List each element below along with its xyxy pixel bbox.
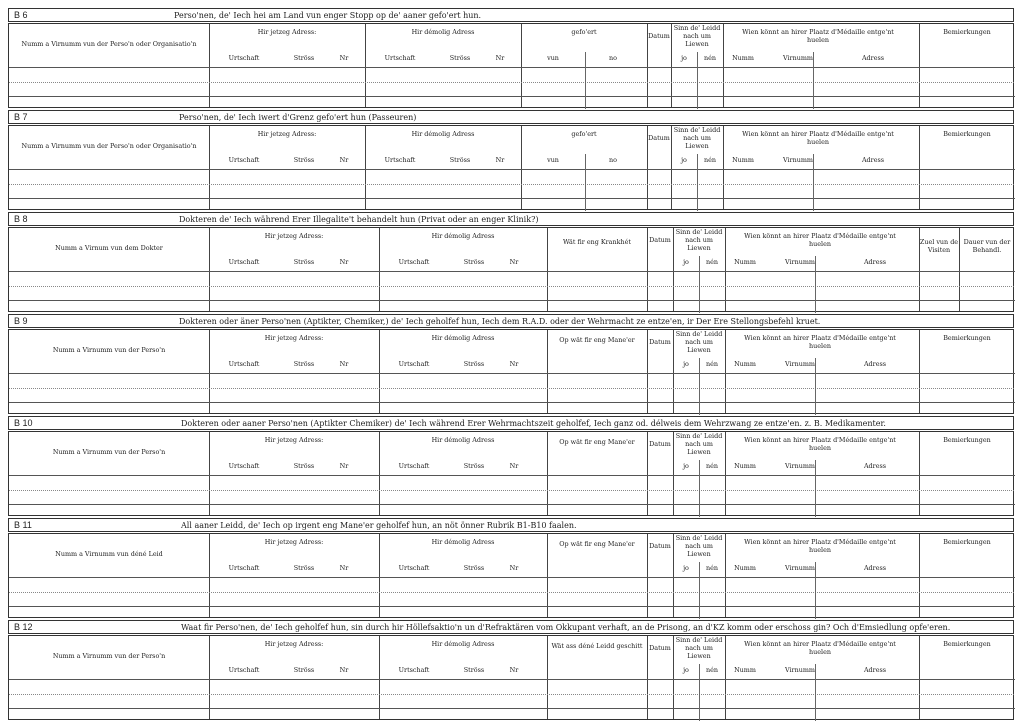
section-title: Dokteren oder äner Perso'nen (Aptikter, Chemiker,) de' Iech geholfef hun, Iech dem R.A.D. oder der Wehrmacht ze entze'en, ir Der Ere Stellongsbefehl kruet. [179, 317, 821, 326]
column-divider [209, 330, 210, 413]
entry-line [9, 694, 1014, 695]
section-code: B 8 [14, 214, 28, 224]
column-divider [673, 432, 674, 515]
former-street-label: Ströss [463, 360, 485, 368]
column-divider [379, 636, 380, 719]
medal-surname-label: Numm [732, 54, 754, 62]
from-label: vun [547, 54, 559, 62]
section-code: B 10 [14, 418, 33, 428]
column-divider [673, 636, 674, 719]
column-divider [209, 24, 210, 107]
medal-header: Wien könnt an hirer Plaatz d'Médaille entge'nt huelen [744, 538, 896, 554]
section-table [8, 431, 1014, 516]
section-table [8, 329, 1014, 414]
purpose-header: Sinn de' Leidd nach um Liewen [675, 636, 723, 660]
no-label: nén [705, 666, 718, 674]
current-town-label: Urtschaft [228, 156, 260, 164]
section-table [8, 533, 1014, 618]
former-nr-label: Nr [495, 156, 505, 164]
current-address-header: Hir jetzeg Adress: [264, 334, 324, 342]
former-nr-label: Nr [509, 258, 519, 266]
current-nr-label: Nr [339, 258, 349, 266]
current-nr-label: Nr [339, 54, 349, 62]
yes-label: jo [681, 156, 687, 164]
medal-header: Wien könnt an hirer Plaatz d'Médaille entge'nt huelen [742, 28, 894, 44]
former-nr-label: Nr [509, 666, 519, 674]
medal-address-label: Adress [863, 360, 887, 368]
column-divider [547, 432, 548, 515]
column-divider [725, 432, 726, 515]
former-street-label: Ströss [463, 666, 485, 674]
section-b11 [8, 518, 1014, 618]
remarks-header: Bemierkungen [943, 640, 991, 648]
medal-header: Wien könnt an hirer Plaatz d'Médaille entge'nt huelen [744, 334, 896, 350]
row-divider [9, 67, 1015, 68]
current-address-header: Hir jetzeg Adress: [264, 538, 324, 546]
column-divider [919, 432, 920, 515]
row-divider [9, 373, 1015, 374]
column-divider [919, 330, 920, 413]
entry-line [9, 490, 1014, 491]
medal-surname-label: Numm [734, 258, 756, 266]
section-b7 [8, 110, 1014, 210]
current-street-label: Ströss [293, 156, 315, 164]
section-table [8, 227, 1014, 312]
column-divider [365, 24, 366, 107]
remarks-header: Bemierkungen [943, 28, 991, 36]
former-street-label: Ströss [463, 258, 485, 266]
from-label: vun [547, 156, 559, 164]
former-street-label: Ströss [449, 156, 471, 164]
name-column-header: Numm a Virnumm vun déné Leid [55, 550, 163, 558]
manner-header: Op wät fir eng Mane'er [559, 336, 635, 344]
medal-firstname-label: Virnumm [783, 54, 813, 62]
former-nr-label: Nr [509, 360, 519, 368]
row-divider [9, 271, 1015, 272]
purpose-header: Sinn de' Leidd nach um Liewen [675, 432, 723, 456]
row-divider [9, 504, 1015, 505]
purpose-header: Sinn de' Leidd nach um Liewen [675, 228, 723, 252]
column-divider [209, 534, 210, 617]
section-b12 [8, 620, 1014, 720]
date-header: Datum [649, 644, 671, 652]
column-divider [725, 636, 726, 719]
section-header [8, 212, 1014, 226]
column-divider [209, 228, 210, 311]
medal-header: Wien könnt an hirer Plaatz d'Médaille entge'nt huelen [744, 436, 896, 452]
section-table [8, 635, 1014, 720]
column-divider [379, 432, 380, 515]
column-divider [547, 534, 548, 617]
entry-line [9, 592, 1014, 593]
medal-address-label: Adress [863, 564, 887, 572]
medal-firstname-label: Virnumm [785, 462, 815, 470]
row-divider [9, 402, 1015, 403]
current-street-label: Ströss [293, 666, 315, 674]
section-b8 [8, 212, 1014, 312]
medal-surname-label: Numm [732, 156, 754, 164]
former-address-header: Hir démolig Adress [431, 538, 495, 546]
medal-address-label: Adress [863, 462, 887, 470]
current-address-header: Hir jetzeg Adress: [264, 436, 324, 444]
medal-address-label: Adress [863, 258, 887, 266]
purpose-header: Sinn de' Leidd nach um Liewen [675, 330, 723, 354]
section-code: B 9 [14, 316, 28, 326]
former-town-label: Urtschaft [398, 360, 430, 368]
manner-header: Op wät fir eng Mane'er [559, 438, 635, 446]
column-divider [723, 24, 724, 107]
medal-firstname-label: Virnumm [785, 666, 815, 674]
section-title: All aaner Leidd, de' Iech op irgent eng Mane'er geholfef hun, an nöt önner Rubrik B1-B10 faalen. [181, 521, 577, 530]
date-header: Datum [649, 542, 671, 550]
column-divider [209, 126, 210, 209]
row-divider [9, 169, 1015, 170]
column-divider [547, 330, 548, 413]
section-header [8, 314, 1014, 328]
column-divider [919, 24, 920, 107]
date-header: Datum [648, 134, 670, 142]
medal-surname-label: Numm [734, 666, 756, 674]
current-address-header: Hir jetzeg Adress: [264, 640, 324, 648]
yes-label: jo [681, 54, 687, 62]
current-address-header: Hir jetzeg Adress: [257, 28, 317, 36]
section-b6 [8, 8, 1014, 108]
section-title: Dokteren oder aaner Perso'nen (Aptikter Chemiker) de' Iech während Erer Wehrmachtszeit geholfef, Iech ganz od. délweis dem Wehrzwang ze entze'en. z. B. Medikamenter. [181, 419, 886, 428]
section-header [8, 110, 1014, 124]
entry-line [9, 184, 1014, 185]
medal-surname-label: Numm [734, 564, 756, 572]
former-nr-label: Nr [509, 462, 519, 470]
no-label: nén [705, 258, 718, 266]
former-address-header: Hir démolig Adress [411, 130, 475, 138]
former-nr-label: Nr [495, 54, 505, 62]
row-divider [9, 577, 1015, 578]
column-divider [673, 534, 674, 617]
medal-firstname-label: Virnumm [783, 156, 813, 164]
remarks-header: Bemierkungen [943, 538, 991, 546]
former-address-header: Hir démolig Adress [431, 232, 495, 240]
former-street-label: Ströss [449, 54, 471, 62]
row-divider [9, 300, 1015, 301]
yes-label: jo [683, 564, 689, 572]
current-nr-label: Nr [339, 564, 349, 572]
to-label: no [609, 54, 617, 62]
yes-label: jo [683, 666, 689, 674]
current-street-label: Ströss [293, 360, 315, 368]
former-address-header: Hir démolig Adress [431, 334, 495, 342]
current-town-label: Urtschaft [228, 462, 260, 470]
form-page [8, 8, 1014, 718]
manner-header: Wät ass déné Leidd geschitt [551, 642, 643, 650]
purpose-header: Sinn de' Leidd nach um Liewen [673, 24, 721, 48]
yes-label: jo [683, 360, 689, 368]
visits-header: Zuel vun de Visiten [919, 238, 959, 254]
section-header [8, 620, 1014, 634]
name-column-header: Numm a Virnumm vun der Perso'n [52, 448, 166, 456]
date-header: Datum [649, 236, 671, 244]
medal-header: Wien könnt an hirer Plaatz d'Médaille entge'nt huelen [742, 130, 894, 146]
manner-header: Op wät fir eng Mane'er [559, 540, 635, 548]
row-divider [9, 475, 1015, 476]
row-divider [9, 198, 1015, 199]
former-address-header: Hir démolig Adress [411, 28, 475, 36]
current-town-label: Urtschaft [228, 666, 260, 674]
section-header [8, 416, 1014, 430]
former-town-label: Urtschaft [384, 156, 416, 164]
entry-line [9, 286, 1014, 287]
name-column-header: Numm a Virnumm vun der Perso'n [52, 346, 166, 354]
transported-header: gefo'ert [571, 28, 597, 36]
medal-firstname-label: Virnumm [785, 258, 815, 266]
to-label: no [609, 156, 617, 164]
no-label: nén [703, 54, 716, 62]
section-title: Perso'nen, de' Iech hei am Land vun enger Stopp op de' aaner gefo'ert hun. [174, 11, 482, 20]
current-address-header: Hir jetzeg Adress: [257, 130, 317, 138]
section-code: B 6 [14, 10, 28, 20]
current-nr-label: Nr [339, 666, 349, 674]
former-address-header: Hir démolig Adress [431, 436, 495, 444]
former-town-label: Urtschaft [398, 258, 430, 266]
column-divider [725, 228, 726, 311]
column-divider [521, 24, 522, 107]
row-divider [9, 708, 1015, 709]
no-label: nén [705, 462, 718, 470]
yes-label: jo [683, 258, 689, 266]
former-town-label: Urtschaft [398, 564, 430, 572]
column-divider [209, 432, 210, 515]
section-title: Waat fir Perso'nen, de' Iech geholfef hun, sin durch hir Höllefsaktio'n un d'Refraktären vom Okkupant verhaft, an de Prisong, an d'KZ komm oder erschoss gin? Och d'Emsiedlung opfe'eren. [181, 623, 951, 632]
section-code: B 12 [14, 622, 33, 632]
row-divider [9, 679, 1015, 680]
medal-header: Wien könnt an hirer Plaatz d'Médaille entge'nt huelen [744, 640, 896, 656]
column-divider [671, 126, 672, 209]
purpose-header: Sinn de' Leidd nach um Liewen [675, 534, 723, 558]
medal-address-label: Adress [863, 666, 887, 674]
column-divider [919, 534, 920, 617]
medal-surname-label: Numm [734, 462, 756, 470]
section-title: Dokteren de' Iech während Erer Illegalite't behandelt hun (Privat oder an enger Klinik?) [179, 215, 539, 224]
section-b9 [8, 314, 1014, 414]
column-divider [919, 636, 920, 719]
section-table [8, 125, 1014, 210]
current-town-label: Urtschaft [228, 564, 260, 572]
current-nr-label: Nr [339, 156, 349, 164]
date-header: Datum [648, 32, 670, 40]
column-divider [725, 330, 726, 413]
medal-firstname-label: Virnumm [785, 564, 815, 572]
column-divider [919, 126, 920, 209]
no-label: nén [703, 156, 716, 164]
column-divider [379, 228, 380, 311]
column-divider [365, 126, 366, 209]
column-divider [379, 330, 380, 413]
current-town-label: Urtschaft [228, 258, 260, 266]
remarks-header: Bemierkungen [943, 130, 991, 138]
current-street-label: Ströss [293, 258, 315, 266]
current-street-label: Ströss [293, 54, 315, 62]
current-nr-label: Nr [339, 360, 349, 368]
name-column-header: Numm a Virnum vun dem Dokter [55, 244, 163, 252]
section-table [8, 23, 1014, 108]
medal-address-label: Adress [861, 156, 885, 164]
column-divider [521, 126, 522, 209]
no-label: nén [705, 360, 718, 368]
section-title: Perso'nen, de' Iech iwert d'Grenz gefo'ert hun (Passeuren) [179, 113, 417, 122]
column-divider [379, 534, 380, 617]
name-column-header: Numm a Virnumm vun der Perso'n oder Organisatio'n [21, 142, 197, 150]
row-divider [9, 606, 1015, 607]
former-address-header: Hir démolig Adress [431, 640, 495, 648]
date-header: Datum [649, 338, 671, 346]
entry-line [9, 82, 1014, 83]
medal-surname-label: Numm [734, 360, 756, 368]
no-label: nén [705, 564, 718, 572]
medal-firstname-label: Virnumm [785, 360, 815, 368]
current-street-label: Ströss [293, 462, 315, 470]
entry-line [9, 388, 1014, 389]
name-column-header: Numm a Virnumm vun der Perso'n [52, 652, 166, 660]
row-divider [9, 96, 1015, 97]
column-divider [673, 228, 674, 311]
current-town-label: Urtschaft [228, 360, 260, 368]
current-street-label: Ströss [293, 564, 315, 572]
illness-header: Wät fir eng Krankhét [563, 238, 631, 246]
name-column-header: Numm a Virnumm vun der Perso'n oder Organisatio'n [21, 40, 197, 48]
yes-label: jo [683, 462, 689, 470]
column-divider [547, 636, 548, 719]
medal-header: Wien könnt an hirer Plaatz d'Médaille entge'nt huelen [744, 232, 896, 248]
section-header [8, 8, 1014, 22]
former-town-label: Urtschaft [398, 462, 430, 470]
column-divider [723, 126, 724, 209]
column-divider [209, 636, 210, 719]
current-nr-label: Nr [339, 462, 349, 470]
current-town-label: Urtschaft [228, 54, 260, 62]
current-address-header: Hir jetzeg Adress: [264, 232, 324, 240]
former-town-label: Urtschaft [384, 54, 416, 62]
purpose-header: Sinn de' Leidd nach um Liewen [673, 126, 721, 150]
column-divider [673, 330, 674, 413]
section-header [8, 518, 1014, 532]
former-street-label: Ströss [463, 564, 485, 572]
remarks-header: Bemierkungen [943, 436, 991, 444]
section-code: B 7 [14, 112, 28, 122]
medal-address-label: Adress [861, 54, 885, 62]
duration-header: Dauer vun der Behandl. [963, 238, 1011, 254]
column-divider [671, 24, 672, 107]
section-b10 [8, 416, 1014, 516]
section-code: B 11 [14, 520, 32, 530]
former-street-label: Ströss [463, 462, 485, 470]
column-divider [725, 534, 726, 617]
date-header: Datum [649, 440, 671, 448]
former-town-label: Urtschaft [398, 666, 430, 674]
transported-header: gefo'ert [571, 130, 597, 138]
remarks-header: Bemierkungen [943, 334, 991, 342]
former-nr-label: Nr [509, 564, 519, 572]
